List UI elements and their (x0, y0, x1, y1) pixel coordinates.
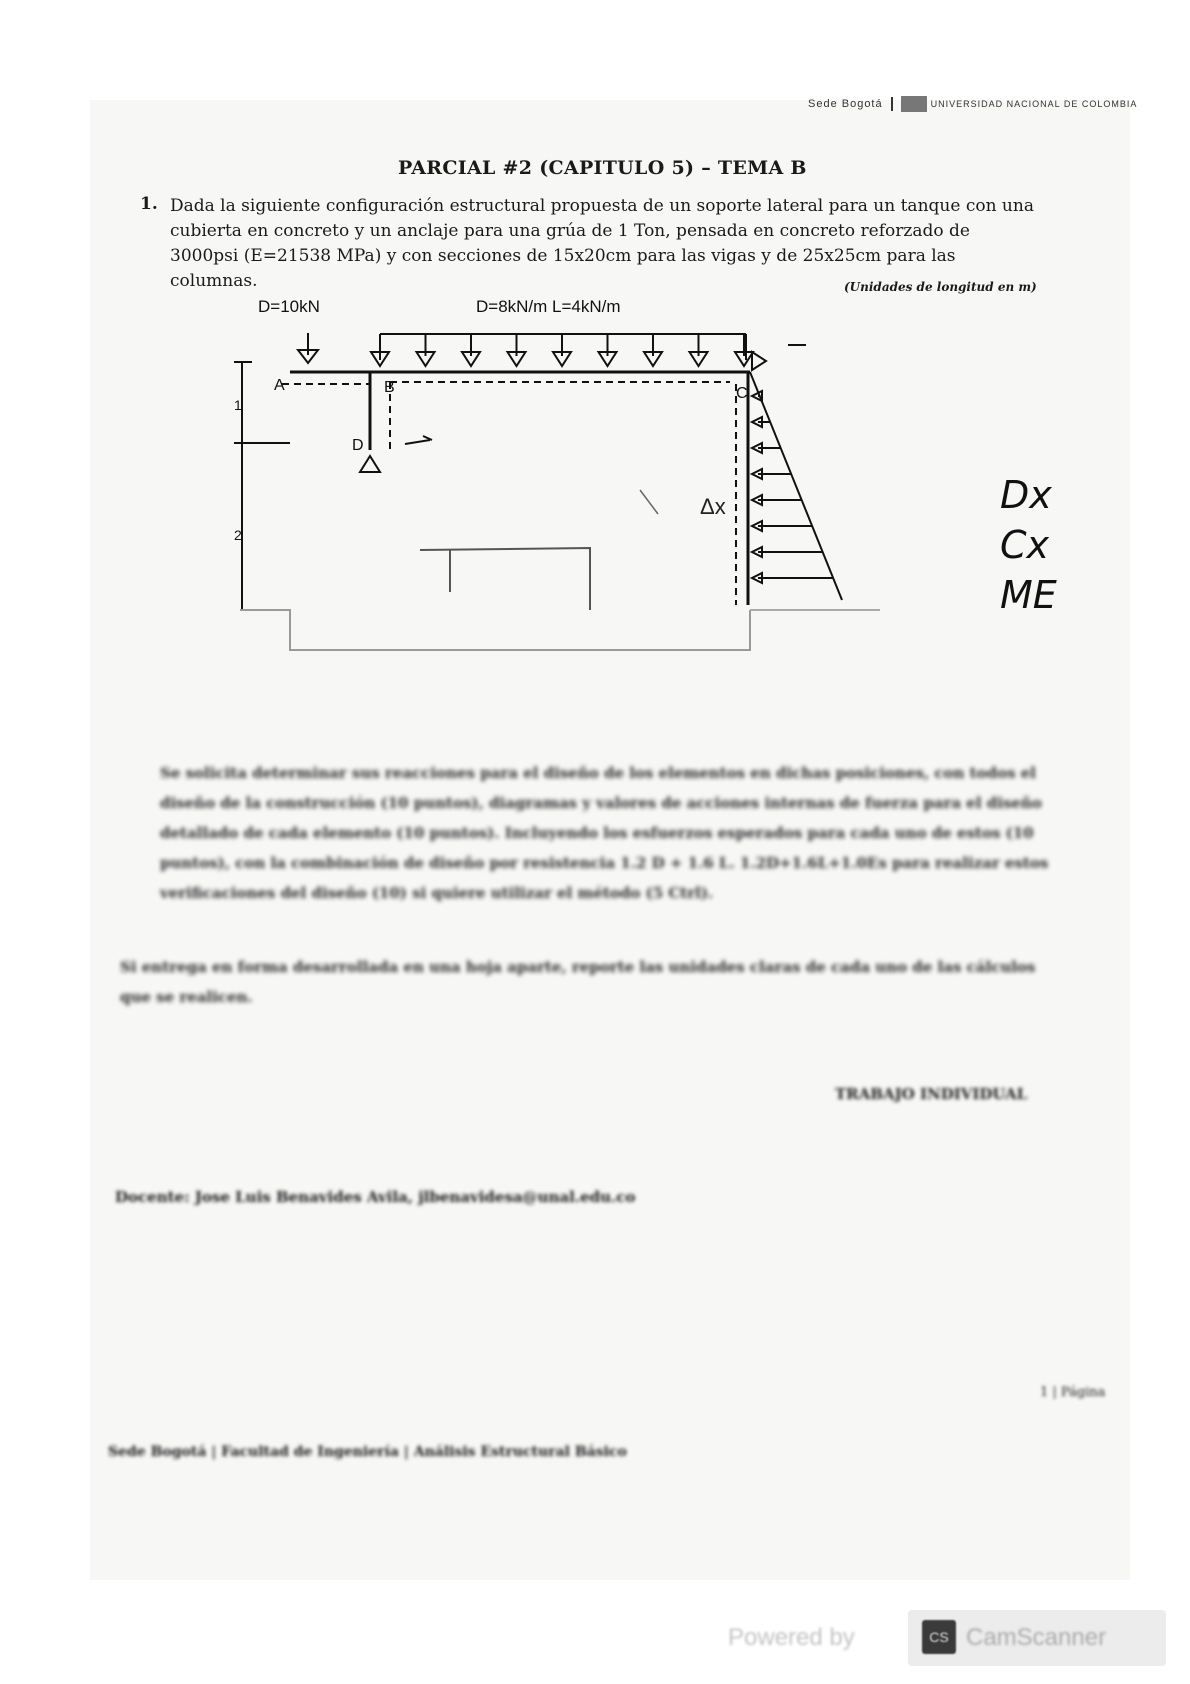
docente-line: Docente: Jose Luis Benavides Avila, jlbenavidesa@unal.edu.co (115, 1188, 636, 1206)
dimension-2: 2 (234, 527, 242, 543)
node-a: A (274, 377, 285, 394)
node-d: D (352, 437, 364, 454)
point-load-label: D=10kN (258, 300, 320, 316)
camscanner-name: CamScanner (966, 1624, 1107, 1651)
camscanner-icon: CS (922, 1620, 956, 1654)
structure-diagram (230, 300, 930, 720)
footer-line: Sede Bogotá | Facultad de Ingeniería | Análisis Estructural Básico (108, 1444, 627, 1460)
trabajo-label: TRABAJO INDIVIDUAL (835, 1085, 1028, 1103)
handwritten-me: ME (1000, 573, 1057, 617)
lateral-load-arrows (752, 391, 833, 583)
page-number: 1 | Página (1040, 1385, 1106, 1400)
crest-icon (901, 96, 927, 112)
dimension-1: 1 (234, 397, 242, 413)
distributed-load-label: D=8kN/m L=4kN/m (476, 300, 621, 316)
university-logo: Sede Bogotá UNIVERSIDAD NACIONAL DE COLOMBIA (808, 96, 1137, 112)
university-name: UNIVERSIDAD NACIONAL DE COLOMBIA (930, 98, 1138, 109)
handwritten-notes (1000, 470, 1057, 620)
handwritten-cx: Cx (1000, 523, 1050, 567)
question-number: 1. (140, 194, 158, 214)
camscanner-watermark (728, 1610, 1168, 1666)
support-d (360, 456, 380, 472)
node-c: C (736, 385, 748, 402)
camscanner-badge (908, 1610, 1166, 1666)
hand-note: Δx (700, 494, 726, 519)
handwritten-dx: Dx (1000, 473, 1052, 517)
blurred-paragraph-2: Si entrega en forma desarrollada en una hoja aparte, reporte las unidades claras de cada uno de las cálculos que se realicen. (120, 958, 1036, 1006)
exam-title: PARCIAL #2 (CAPITULO 5) – TEMA B (398, 157, 807, 179)
lateral-load-profile (750, 372, 842, 600)
support-c (752, 352, 766, 370)
units-note: (Unidades de longitud en m) (844, 280, 1037, 294)
blurred-paragraph-1: Se solicita determinar sus reacciones para el diseño de los elementos en dichas posiciones, con todos el diseño de la construcción (10 puntos), diagramas y valores de acciones internas de fuerza para el diseño detallado de cada elemento (10 puntos). Incluyendo los esfuerzos esperados para cada uno de estos (10 puntos), con la combinación de diseño por resistencia 1.2 D + 1.6 L. 1.2D+1.6L+1.0Es para realizar estos verificaciones del diseño (10) si quiere utilizar el método (5 Ctrl). (160, 764, 1049, 902)
distributed-load-arrows (371, 334, 753, 366)
powered-by-text: Powered by (728, 1624, 855, 1651)
question-text: Dada la siguiente configuración estructural propuesta de un soporte lateral para un tanque con una cubierta en concreto y un anclaje para una grúa de 1 Ton, pensada en concreto reforzado de 3000psi (E=21538 MPa) y con secciones de 15x20cm para las vigas y de 25x25cm para las columnas. (170, 196, 1034, 291)
node-b: B (384, 379, 395, 396)
